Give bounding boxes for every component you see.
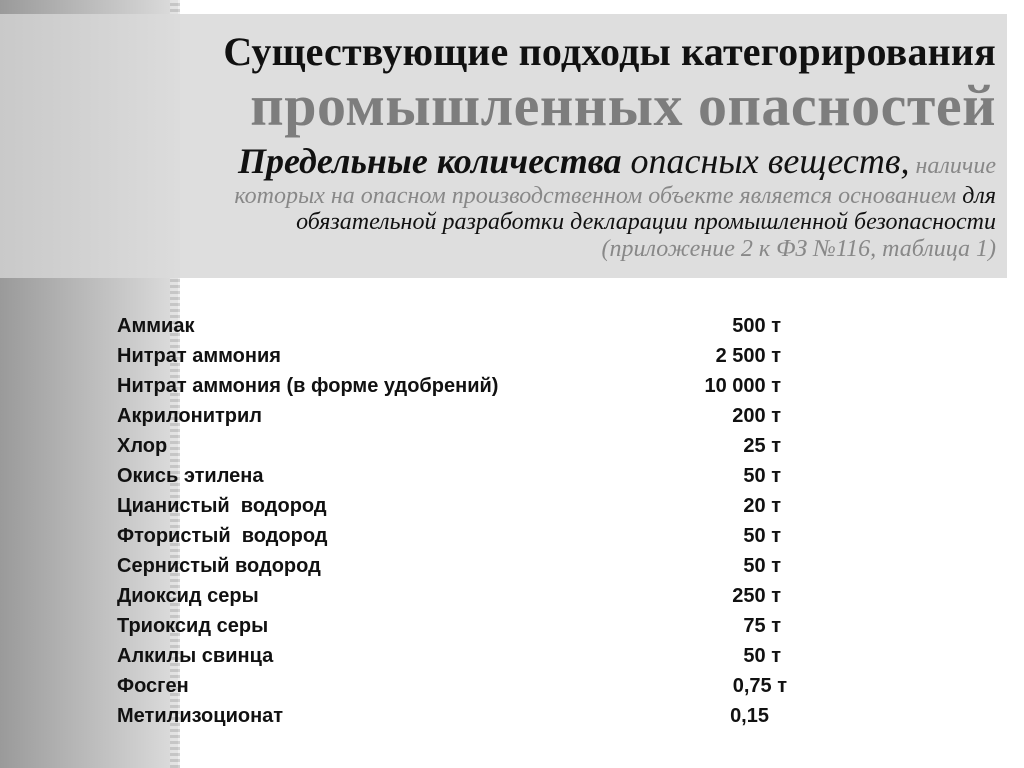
substance-name: Триоксид серы <box>117 615 269 637</box>
substance-quantity: 50 т <box>743 465 781 487</box>
substance-quantity: 50 т <box>743 645 781 667</box>
table-row <box>117 461 817 491</box>
substance-name: Диоксид серы <box>117 585 259 607</box>
table-row <box>117 401 817 431</box>
substance-table <box>117 311 817 731</box>
subtitle-gray-part: наличие <box>909 153 996 179</box>
substance-name: Аммиак <box>117 315 195 337</box>
table-row <box>117 551 817 581</box>
substance-quantity: 0,75 т <box>732 675 787 697</box>
substance-name: Фосген <box>117 675 189 697</box>
table-row <box>117 671 817 701</box>
table-row <box>117 341 817 371</box>
substance-name: Нитрат аммония <box>117 345 281 367</box>
table-row <box>117 311 817 341</box>
substance-name: Хлор <box>117 435 168 457</box>
title-line-2: промышленных опасностей <box>250 73 996 138</box>
substance-quantity: 50 т <box>743 525 781 547</box>
table-row <box>117 581 817 611</box>
table-row <box>117 521 817 551</box>
subtitle-regular-part: опасных веществ, <box>621 141 910 181</box>
table-row <box>117 431 817 461</box>
table-row <box>117 371 817 401</box>
substance-quantity: 2 500 т <box>715 345 781 367</box>
substance-quantity: 50 т <box>743 555 781 577</box>
substance-quantity: 10 000 т <box>704 375 781 397</box>
substance-name: Алкилы свинца <box>117 645 274 667</box>
subtitle-line-2-dark: для <box>956 183 996 209</box>
table-row <box>117 611 817 641</box>
substance-name: Фтористый водород <box>117 525 328 547</box>
table-row <box>117 491 817 521</box>
title-line-1: Существующие подходы категорирования <box>223 29 996 74</box>
substance-name: Цианистый водород <box>117 495 327 517</box>
substance-name: Нитрат аммония (в форме удобрений) <box>117 375 499 397</box>
substance-name: Метилизоционат <box>117 705 284 727</box>
substance-name: Окись этилена <box>117 465 264 487</box>
header-left-shade <box>0 14 180 278</box>
substance-quantity: 25 т <box>743 435 781 457</box>
subtitle-line-3: обязательной разработки декларации промышленной безопасности <box>296 209 996 235</box>
substance-quantity: 75 т <box>743 615 781 637</box>
substance-quantity: 0,15 <box>730 705 769 727</box>
subtitle-line-1 <box>238 140 996 182</box>
substance-quantity: 200 т <box>732 405 781 427</box>
substance-quantity: 20 т <box>743 495 781 517</box>
substance-name: Акрилонитрил <box>117 405 263 427</box>
subtitle-line-2 <box>234 183 996 210</box>
subtitle-line-4: (приложение 2 к ФЗ №116, таблица 1) <box>601 236 996 262</box>
substance-name: Сернистый водород <box>117 555 321 577</box>
table-row <box>117 641 817 671</box>
subtitle-bold-part: Предельные количества <box>237 141 622 181</box>
substance-quantity: 250 т <box>732 585 781 607</box>
subtitle-line-2-gray: которых на опасном производственном объекте является основанием <box>234 183 957 209</box>
table-row <box>117 701 817 731</box>
substance-quantity: 500 т <box>732 315 781 337</box>
